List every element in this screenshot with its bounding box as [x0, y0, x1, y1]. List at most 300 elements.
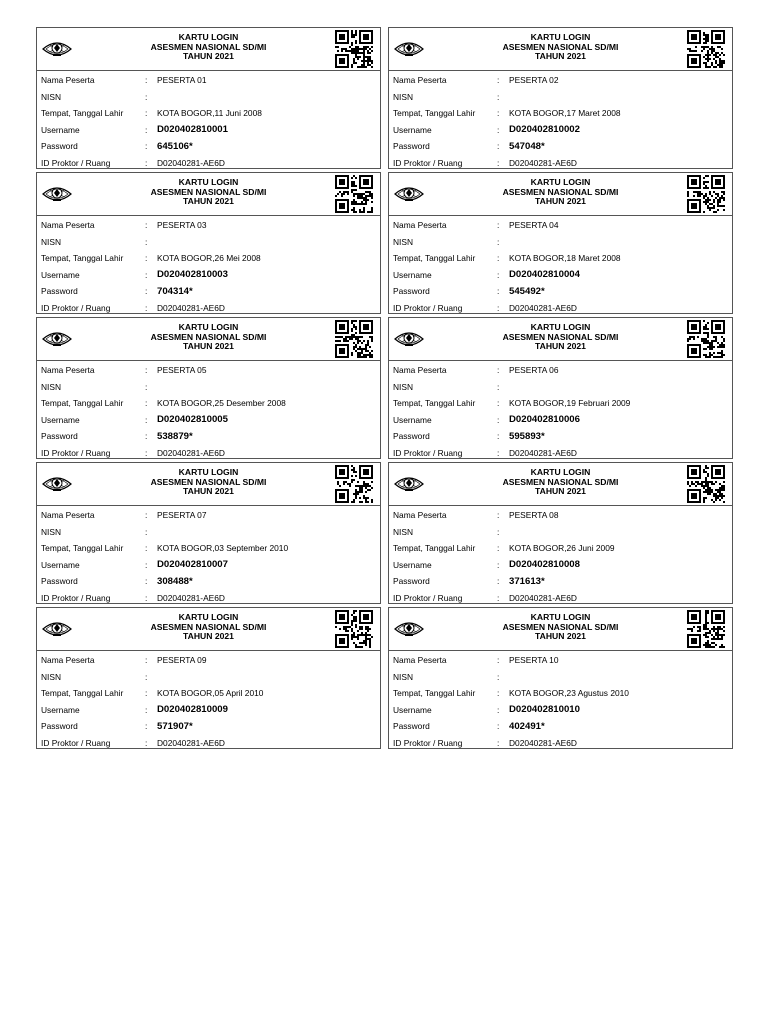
card-title-line1: KARTU LOGIN [530, 32, 591, 42]
card-title [449, 178, 672, 207]
row-username [389, 267, 732, 284]
row-nama-peserta [37, 652, 380, 669]
label-nisn: NISN [393, 671, 414, 682]
card-title-line3: TAHUN 2021 [183, 51, 234, 62]
value-id-proktor-ruang: D02040281-AE6D [509, 302, 577, 313]
label-nama-peserta: Nama Peserta [41, 365, 95, 376]
tut-wuri-handayani-logo-icon [41, 33, 73, 65]
label-username: Username [41, 269, 80, 280]
label-nama-peserta: Nama Peserta [393, 510, 447, 521]
colon: : [145, 510, 148, 521]
value-username: D020402810005 [157, 414, 228, 426]
row-tempat-tanggal-lahir [37, 250, 380, 267]
label-password: Password [393, 431, 430, 442]
card-title [97, 323, 320, 352]
row-password [389, 718, 732, 735]
label-tempat-tanggal-lahir: Tempat, Tanggal Lahir [41, 543, 124, 554]
row-nama-peserta [389, 217, 732, 234]
row-username [37, 267, 380, 284]
colon: : [145, 704, 148, 715]
value-id-proktor-ruang: D02040281-AE6D [157, 157, 225, 168]
value-id-proktor-ruang: D02040281-AE6D [157, 592, 225, 603]
card-title-line2: ASESMEN NASIONAL SD/MI [502, 186, 619, 197]
colon: : [497, 253, 500, 264]
row-nama-peserta [389, 72, 732, 89]
value-id-proktor-ruang: D02040281-AE6D [509, 592, 577, 603]
value-username: D020402810004 [509, 269, 580, 281]
colon: : [145, 157, 148, 168]
label-username: Username [393, 269, 432, 280]
value-tempat-tanggal-lahir: KOTA BOGOR,03 September 2010 [157, 543, 289, 554]
label-id-proktor-ruang: ID Proktor / Ruang [393, 157, 463, 168]
row-nisn [37, 669, 380, 686]
label-id-proktor-ruang: ID Proktor / Ruang [393, 447, 463, 458]
card-header [37, 318, 380, 361]
login-card [36, 27, 381, 169]
label-tempat-tanggal-lahir: Tempat, Tanggal Lahir [393, 108, 476, 119]
label-nisn: NISN [41, 381, 62, 392]
colon: : [497, 365, 500, 376]
row-nama-peserta [389, 362, 732, 379]
colon: : [497, 91, 500, 102]
value-password: 645106* [157, 140, 193, 152]
value-password: 371613* [509, 575, 545, 587]
colon: : [145, 381, 148, 392]
label-tempat-tanggal-lahir: Tempat, Tanggal Lahir [41, 688, 124, 699]
colon: : [145, 302, 148, 313]
value-nama-peserta: PESERTA 07 [157, 510, 207, 521]
card-title-line2: ASESMEN NASIONAL SD/MI [150, 621, 267, 632]
colon: : [145, 365, 148, 376]
login-card [388, 172, 733, 314]
row-tempat-tanggal-lahir [37, 685, 380, 702]
label-nama-peserta: Nama Peserta [41, 510, 95, 521]
row-tempat-tanggal-lahir [37, 105, 380, 122]
card-details [37, 71, 380, 171]
card-title-line1: KARTU LOGIN [530, 177, 591, 187]
card-title-line2: ASESMEN NASIONAL SD/MI [150, 41, 267, 52]
colon: : [145, 592, 148, 603]
card-title-line3: TAHUN 2021 [535, 486, 586, 497]
colon: : [497, 431, 500, 442]
row-username [37, 557, 380, 574]
qr-code-icon [684, 465, 728, 503]
qr-code-icon [684, 30, 728, 68]
colon: : [145, 108, 148, 119]
colon: : [497, 447, 500, 458]
label-tempat-tanggal-lahir: Tempat, Tanggal Lahir [393, 253, 476, 264]
colon: : [497, 141, 500, 152]
colon: : [497, 75, 500, 86]
value-tempat-tanggal-lahir: KOTA BOGOR,18 Maret 2008 [509, 253, 621, 264]
colon: : [145, 543, 148, 554]
value-tempat-tanggal-lahir: KOTA BOGOR,23 Agustus 2010 [509, 688, 629, 699]
label-username: Username [41, 704, 80, 715]
value-password: 308488* [157, 575, 193, 587]
tut-wuri-handayani-logo-icon [393, 178, 425, 210]
colon: : [145, 671, 148, 682]
card-title-line1: KARTU LOGIN [178, 322, 239, 332]
value-username: D020402810001 [157, 124, 228, 136]
card-header [389, 318, 732, 361]
value-password: 547048* [509, 140, 545, 152]
colon: : [497, 286, 500, 297]
label-id-proktor-ruang: ID Proktor / Ruang [41, 737, 111, 748]
login-card [388, 607, 733, 749]
label-password: Password [41, 431, 78, 442]
value-nama-peserta: PESERTA 04 [509, 220, 559, 231]
row-id-proktor-ruang [389, 445, 732, 462]
colon: : [497, 559, 500, 570]
colon: : [145, 141, 148, 152]
colon: : [145, 286, 148, 297]
card-title-line2: ASESMEN NASIONAL SD/MI [150, 476, 267, 487]
value-username: D020402810010 [509, 704, 580, 716]
row-nama-peserta [37, 362, 380, 379]
colon: : [145, 431, 148, 442]
value-id-proktor-ruang: D02040281-AE6D [509, 737, 577, 748]
label-tempat-tanggal-lahir: Tempat, Tanggal Lahir [393, 543, 476, 554]
row-password [37, 718, 380, 735]
tut-wuri-handayani-logo-icon [41, 613, 73, 645]
login-card [388, 27, 733, 169]
card-title-line1: KARTU LOGIN [178, 467, 239, 477]
colon: : [497, 543, 500, 554]
value-password: 545492* [509, 285, 545, 297]
row-password [389, 428, 732, 445]
row-nama-peserta [37, 507, 380, 524]
row-nisn [37, 234, 380, 251]
card-details [389, 71, 732, 171]
label-username: Username [41, 414, 80, 425]
qr-code-icon [684, 320, 728, 358]
row-tempat-tanggal-lahir [389, 250, 732, 267]
label-nama-peserta: Nama Peserta [41, 220, 95, 231]
label-tempat-tanggal-lahir: Tempat, Tanggal Lahir [41, 398, 124, 409]
card-title-line2: ASESMEN NASIONAL SD/MI [502, 476, 619, 487]
row-tempat-tanggal-lahir [389, 540, 732, 557]
row-username [389, 702, 732, 719]
card-title-line3: TAHUN 2021 [535, 51, 586, 62]
row-password [37, 428, 380, 445]
card-title [97, 33, 320, 62]
value-nama-peserta: PESERTA 02 [509, 75, 559, 86]
colon: : [497, 220, 500, 231]
qr-code-icon [332, 175, 376, 213]
row-password [389, 138, 732, 155]
value-nama-peserta: PESERTA 08 [509, 510, 559, 521]
card-details [37, 361, 380, 461]
label-id-proktor-ruang: ID Proktor / Ruang [41, 592, 111, 603]
row-password [37, 283, 380, 300]
colon: : [145, 688, 148, 699]
qr-code-icon [332, 320, 376, 358]
colon: : [497, 655, 500, 666]
card-title-line1: KARTU LOGIN [178, 612, 239, 622]
value-tempat-tanggal-lahir: KOTA BOGOR,11 Juni 2008 [157, 108, 262, 119]
value-id-proktor-ruang: D02040281-AE6D [157, 447, 225, 458]
tut-wuri-handayani-logo-icon [393, 613, 425, 645]
card-title [97, 178, 320, 207]
value-id-proktor-ruang: D02040281-AE6D [157, 737, 225, 748]
row-nama-peserta [389, 507, 732, 524]
value-id-proktor-ruang: D02040281-AE6D [509, 157, 577, 168]
row-username [37, 412, 380, 429]
row-password [389, 573, 732, 590]
label-password: Password [41, 286, 78, 297]
label-nama-peserta: Nama Peserta [393, 220, 447, 231]
qr-code-icon [332, 610, 376, 648]
label-nama-peserta: Nama Peserta [393, 75, 447, 86]
tut-wuri-handayani-logo-icon [41, 178, 73, 210]
colon: : [145, 576, 148, 587]
value-password: 595893* [509, 430, 545, 442]
value-username: D020402810008 [509, 559, 580, 571]
value-id-proktor-ruang: D02040281-AE6D [157, 302, 225, 313]
label-id-proktor-ruang: ID Proktor / Ruang [41, 447, 111, 458]
row-nisn [389, 669, 732, 686]
label-nisn: NISN [393, 381, 414, 392]
label-tempat-tanggal-lahir: Tempat, Tanggal Lahir [41, 253, 124, 264]
row-nisn [37, 89, 380, 106]
card-title-line3: TAHUN 2021 [535, 196, 586, 207]
card-title-line3: TAHUN 2021 [535, 341, 586, 352]
row-nama-peserta [37, 217, 380, 234]
colon: : [497, 124, 500, 135]
value-nama-peserta: PESERTA 05 [157, 365, 207, 376]
value-nama-peserta: PESERTA 03 [157, 220, 207, 231]
card-title-line3: TAHUN 2021 [183, 486, 234, 497]
row-id-proktor-ruang [37, 300, 380, 317]
card-header [389, 608, 732, 651]
colon: : [145, 269, 148, 280]
card-title-line2: ASESMEN NASIONAL SD/MI [502, 331, 619, 342]
row-id-proktor-ruang [389, 590, 732, 607]
label-password: Password [41, 721, 78, 732]
label-nisn: NISN [41, 236, 62, 247]
value-id-proktor-ruang: D02040281-AE6D [509, 447, 577, 458]
row-tempat-tanggal-lahir [389, 685, 732, 702]
tut-wuri-handayani-logo-icon [393, 468, 425, 500]
label-id-proktor-ruang: ID Proktor / Ruang [41, 302, 111, 313]
value-username: D020402810009 [157, 704, 228, 716]
row-id-proktor-ruang [389, 155, 732, 172]
qr-code-icon [684, 175, 728, 213]
row-nama-peserta [389, 652, 732, 669]
card-header [37, 173, 380, 216]
value-password: 402491* [509, 720, 545, 732]
row-id-proktor-ruang [389, 735, 732, 752]
colon: : [497, 704, 500, 715]
label-id-proktor-ruang: ID Proktor / Ruang [41, 157, 111, 168]
row-tempat-tanggal-lahir [389, 105, 732, 122]
card-title-line3: TAHUN 2021 [535, 631, 586, 642]
login-card [36, 317, 381, 459]
colon: : [497, 157, 500, 168]
tut-wuri-handayani-logo-icon [41, 468, 73, 500]
colon: : [497, 526, 500, 537]
value-nama-peserta: PESERTA 10 [509, 655, 559, 666]
row-nisn [37, 524, 380, 541]
label-nisn: NISN [41, 91, 62, 102]
label-nama-peserta: Nama Peserta [393, 655, 447, 666]
value-username: D020402810007 [157, 559, 228, 571]
colon: : [145, 447, 148, 458]
label-username: Username [393, 124, 432, 135]
row-username [389, 412, 732, 429]
row-nisn [389, 89, 732, 106]
card-title-line3: TAHUN 2021 [183, 631, 234, 642]
card-title-line3: TAHUN 2021 [183, 196, 234, 207]
card-details [37, 651, 380, 751]
row-nama-peserta [37, 72, 380, 89]
qr-code-icon [332, 465, 376, 503]
value-tempat-tanggal-lahir: KOTA BOGOR,19 Februari 2009 [509, 398, 631, 409]
colon: : [497, 688, 500, 699]
card-title [97, 468, 320, 497]
colon: : [145, 721, 148, 732]
login-card [388, 462, 733, 604]
card-title-line2: ASESMEN NASIONAL SD/MI [502, 41, 619, 52]
qr-code-icon [332, 30, 376, 68]
login-card-sheet [36, 27, 733, 749]
colon: : [145, 737, 148, 748]
label-username: Username [393, 559, 432, 570]
row-username [37, 122, 380, 139]
value-username: D020402810006 [509, 414, 580, 426]
colon: : [497, 737, 500, 748]
colon: : [145, 253, 148, 264]
value-password: 538879* [157, 430, 193, 442]
label-username: Username [393, 414, 432, 425]
label-nama-peserta: Nama Peserta [41, 75, 95, 86]
row-username [389, 557, 732, 574]
tut-wuri-handayani-logo-icon [41, 323, 73, 355]
colon: : [145, 236, 148, 247]
value-tempat-tanggal-lahir: KOTA BOGOR,25 Desember 2008 [157, 398, 286, 409]
row-username [37, 702, 380, 719]
row-username [389, 122, 732, 139]
label-password: Password [393, 721, 430, 732]
colon: : [497, 592, 500, 603]
label-nisn: NISN [393, 526, 414, 537]
colon: : [497, 671, 500, 682]
card-details [389, 361, 732, 461]
label-id-proktor-ruang: ID Proktor / Ruang [393, 592, 463, 603]
card-header [389, 173, 732, 216]
card-title-line1: KARTU LOGIN [178, 177, 239, 187]
colon: : [497, 108, 500, 119]
card-details [389, 506, 732, 606]
card-title-line1: KARTU LOGIN [530, 467, 591, 477]
login-card [36, 607, 381, 749]
login-card [36, 462, 381, 604]
value-username: D020402810003 [157, 269, 228, 281]
row-password [389, 283, 732, 300]
card-title [449, 468, 672, 497]
label-nisn: NISN [41, 526, 62, 537]
colon: : [497, 269, 500, 280]
value-password: 571907* [157, 720, 193, 732]
card-details [389, 216, 732, 316]
row-nisn [389, 524, 732, 541]
label-id-proktor-ruang: ID Proktor / Ruang [393, 737, 463, 748]
card-title-line3: TAHUN 2021 [183, 341, 234, 352]
label-password: Password [41, 576, 78, 587]
value-username: D020402810002 [509, 124, 580, 136]
card-title [449, 613, 672, 642]
label-nama-peserta: Nama Peserta [41, 655, 95, 666]
colon: : [497, 414, 500, 425]
card-title-line1: KARTU LOGIN [530, 322, 591, 332]
label-nisn: NISN [393, 236, 414, 247]
label-nama-peserta: Nama Peserta [393, 365, 447, 376]
value-nama-peserta: PESERTA 06 [509, 365, 559, 376]
label-tempat-tanggal-lahir: Tempat, Tanggal Lahir [41, 108, 124, 119]
card-title-line2: ASESMEN NASIONAL SD/MI [150, 186, 267, 197]
value-nama-peserta: PESERTA 09 [157, 655, 207, 666]
card-header [37, 28, 380, 71]
card-title [97, 613, 320, 642]
label-username: Username [41, 124, 80, 135]
label-nisn: NISN [41, 671, 62, 682]
tut-wuri-handayani-logo-icon [393, 323, 425, 355]
value-tempat-tanggal-lahir: KOTA BOGOR,17 Maret 2008 [509, 108, 621, 119]
card-title-line2: ASESMEN NASIONAL SD/MI [150, 331, 267, 342]
colon: : [145, 655, 148, 666]
card-header [389, 463, 732, 506]
colon: : [145, 75, 148, 86]
label-password: Password [393, 141, 430, 152]
row-tempat-tanggal-lahir [37, 395, 380, 412]
row-nisn [37, 379, 380, 396]
colon: : [497, 398, 500, 409]
row-id-proktor-ruang [37, 155, 380, 172]
label-username: Username [393, 704, 432, 715]
value-tempat-tanggal-lahir: KOTA BOGOR,26 Mei 2008 [157, 253, 261, 264]
label-nisn: NISN [393, 91, 414, 102]
card-title-line2: ASESMEN NASIONAL SD/MI [502, 621, 619, 632]
row-id-proktor-ruang [37, 445, 380, 462]
value-nama-peserta: PESERTA 01 [157, 75, 207, 86]
colon: : [497, 381, 500, 392]
colon: : [497, 576, 500, 587]
label-password: Password [393, 286, 430, 297]
colon: : [497, 721, 500, 732]
row-id-proktor-ruang [389, 300, 732, 317]
colon: : [145, 398, 148, 409]
colon: : [497, 236, 500, 247]
colon: : [145, 559, 148, 570]
login-card [36, 172, 381, 314]
colon: : [497, 510, 500, 521]
colon: : [145, 91, 148, 102]
card-details [37, 216, 380, 316]
row-id-proktor-ruang [37, 590, 380, 607]
row-password [37, 138, 380, 155]
colon: : [497, 302, 500, 313]
card-header [37, 463, 380, 506]
colon: : [145, 124, 148, 135]
label-password: Password [393, 576, 430, 587]
value-password: 704314* [157, 285, 193, 297]
card-title [449, 33, 672, 62]
qr-code-icon [684, 610, 728, 648]
colon: : [145, 414, 148, 425]
card-title-line1: KARTU LOGIN [530, 612, 591, 622]
card-title [449, 323, 672, 352]
row-password [37, 573, 380, 590]
